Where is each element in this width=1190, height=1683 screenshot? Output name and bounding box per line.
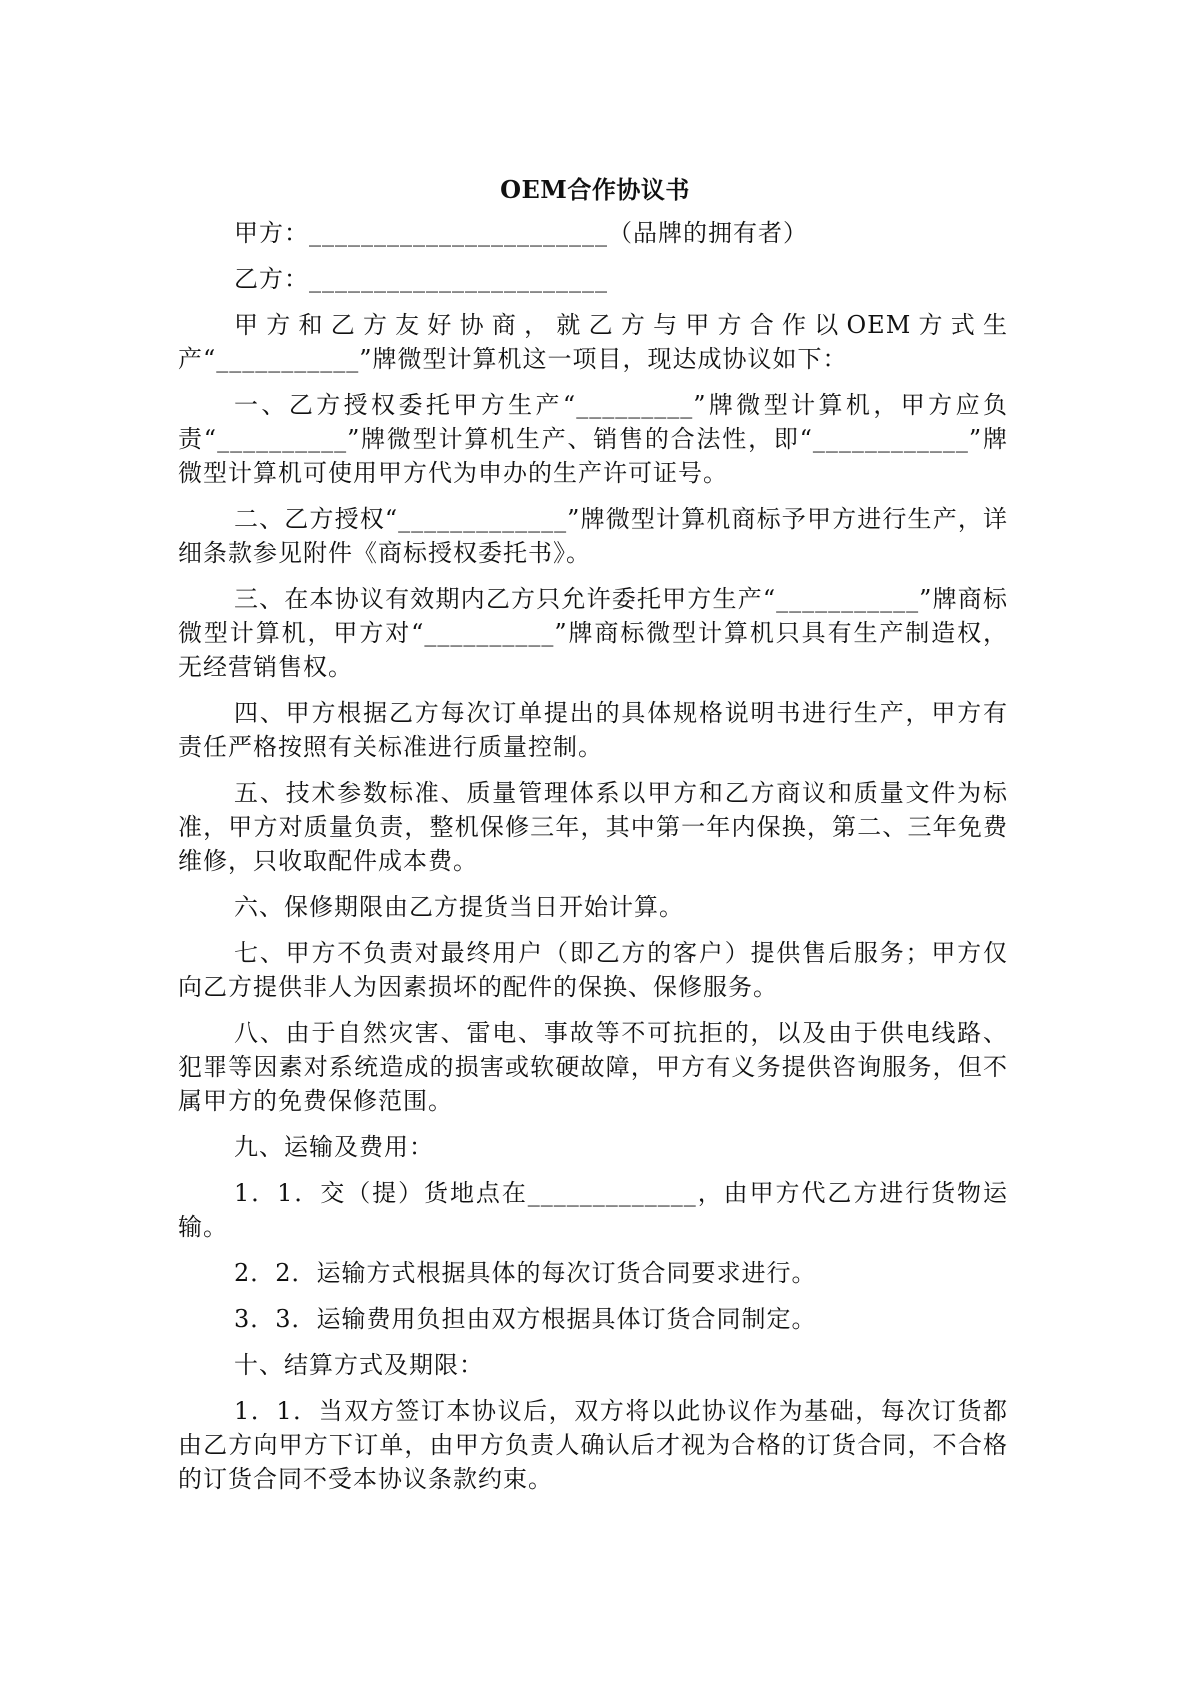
clause-8: 八、由于自然灾害、雷电、事故等不可抗拒的，以及由于供电线路、犯罪等因素对系统造成的损害或软硬故障，甲方有义务提供咨询服务，但不属甲方的免费保修范围。 (178, 1019, 1008, 1115)
clause-7: 七、甲方不负责对最终用户（即乙方的客户）提供售后服务；甲方仅向乙方提供非人为因素损坏的配件的保换、保修服务。 (178, 939, 1008, 1001)
clause-9-heading: 九、运输及费用： (234, 1133, 434, 1161)
clause-6: 六、保修期限由乙方提货当日开始计算。 (234, 893, 684, 921)
document-title: OEM合作协议书 (500, 175, 690, 204)
party-a-line: 甲方：_______________________（品牌的拥有者） (234, 219, 808, 247)
clause-3: 三、在本协议有效期内乙方只允许委托甲方生产“___________”牌商标微型计算机，甲方对“__________”牌商标微型计算机只具有生产制造权，无经营销售权。 (178, 585, 1008, 681)
clause-4: 四、甲方根据乙方每次订单提出的具体规格说明书进行生产，甲方有责任严格按照有关标准进行质量控制。 (178, 699, 1008, 761)
clause-9-item-2: 2．2．运输方式根据具体的每次订货合同要求进行。 (234, 1259, 817, 1287)
clause-1: 一、乙方授权委托甲方生产“_________”牌微型计算机，甲方应负责“__________”牌微型计算机生产、销售的合法性，即“____________”牌微型计算机可使用甲方代为申办的生产许可证号。 (178, 391, 1008, 487)
clause-9-item-1: 1．1．交（提）货地点在_____________，由甲方代乙方进行货物运输。 (178, 1179, 1008, 1241)
document-body (178, 216, 1008, 1508)
party-b-line: 乙方：_______________________ (234, 265, 608, 293)
clause-2: 二、乙方授权“_____________”牌微型计算机商标予甲方进行生产，详细条款参见附件《商标授权委托书》。 (178, 505, 1008, 567)
clause-10-heading: 十、结算方式及期限： (234, 1351, 484, 1379)
clause-10-item-1: 1．1．当双方签订本协议后，双方将以此协议作为基础，每次订货都由乙方向甲方下订单，由甲方负责人确认后才视为合格的订货合同，不合格的订货合同不受本协议条款约束。 (178, 1397, 1008, 1493)
clause-9-item-3: 3．3．运输费用负担由双方根据具体订货合同制定。 (234, 1305, 817, 1333)
intro-paragraph: 甲方和乙方友好协商，就乙方与甲方合作以OEM方式生产“___________”牌微型计算机这一项目，现达成协议如下： (178, 311, 1008, 373)
clause-5: 五、技术参数标准、质量管理体系以甲方和乙方商议和质量文件为标准，甲方对质量负责，整机保修三年，其中第一年内保换，第二、三年免费维修，只收取配件成本费。 (178, 779, 1008, 875)
